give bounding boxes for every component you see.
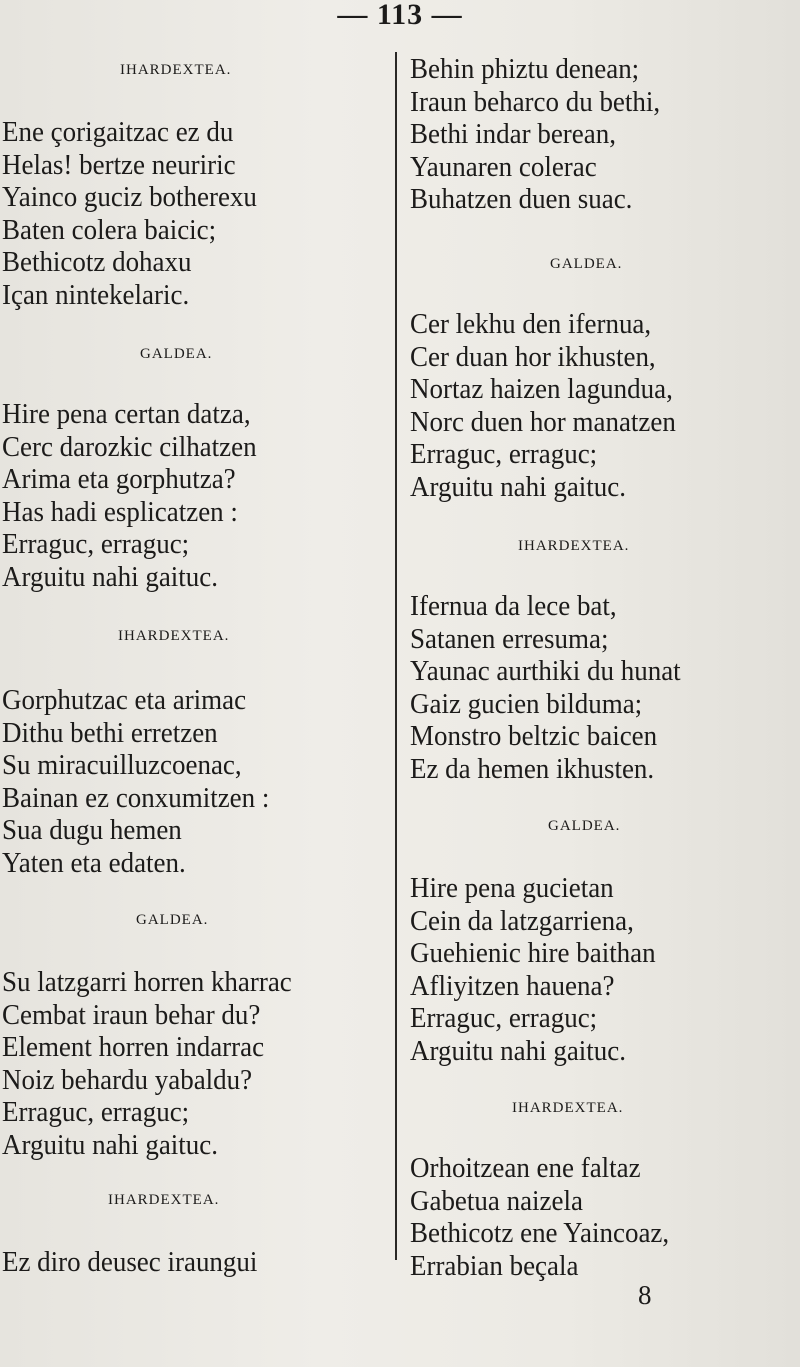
stanza (2, 1246, 277, 1279)
verse-line: Cembat iraun behar du? (2, 998, 261, 1031)
verse-line: Baten colera baicic; (2, 213, 217, 246)
verse-line: Orhoitzean ene faltaz (410, 1152, 641, 1184)
column-divider (395, 52, 397, 1260)
verse-line: Yaten eta edaten. (2, 846, 186, 879)
verse-line: Errabian beçala (410, 1249, 579, 1282)
verse-line: Ez da hemen ikhusten. (410, 752, 655, 785)
verse-line: Arguitu nahi gaituc. (2, 1128, 218, 1161)
verse-line: Monstro beltzic baicen (410, 720, 658, 752)
verse-line: Erraguc, erraguc; (410, 438, 598, 470)
stanza (410, 53, 679, 216)
stanza-heading: IHARDEXTEA. (118, 628, 230, 644)
verse-line: Sua dugu hemen (2, 814, 182, 846)
verse-line: Arima eta gorphutza? (2, 463, 236, 495)
verse-line: Arguitu nahi gaituc. (410, 1034, 626, 1067)
verse-line: Bainan ez conxumitzen : (2, 781, 270, 814)
verse-line: Hire pena certan datza, (2, 398, 251, 430)
verse-line: Gaiz gucien bilduma; (410, 687, 643, 720)
stanza-heading: GALDEA. (550, 256, 623, 272)
page-number: — 113 — (337, 0, 463, 31)
verse-line: Behin phiztu denean; (410, 53, 640, 85)
verse-line: Iraun beharco du bethi, (410, 85, 661, 118)
stanza (410, 872, 674, 1067)
verse-line: Yaunac aurthiki du hunat (410, 655, 681, 687)
verse-line: Element horren indarrac (2, 1031, 265, 1063)
stanza (410, 1152, 689, 1282)
verse-line: Bethi indar berean, (410, 118, 616, 150)
verse-line: Içan nintekelaric. (2, 278, 190, 311)
stanza-heading: GALDEA. (136, 912, 209, 928)
verse-line: Su latzgarri horren kharrac (2, 966, 292, 998)
verse-line: Cer lekhu den ifernua, (410, 308, 652, 340)
stanza (2, 116, 276, 311)
verse-line: Helas! bertze neuriric (2, 148, 236, 181)
verse-line: Su miracuilluzcoenac, (2, 749, 242, 781)
verse-line: Bethicotz ene Yaincoaz, (410, 1217, 670, 1249)
verse-line: Noiz behardu yabaldu? (2, 1063, 253, 1096)
verse-line: Erraguc, erraguc; (2, 528, 190, 560)
stanza (2, 966, 314, 1161)
stanza-heading: IHARDEXTEA. (512, 1100, 624, 1116)
verse-line: Dithu bethi erretzen (2, 716, 218, 749)
verse-line: Erraguc, erraguc; (410, 1002, 598, 1034)
verse-line: Arguitu nahi gaituc. (410, 470, 626, 503)
verse-line: Erraguc, erraguc; (2, 1096, 190, 1128)
verse-line: Ez diro deusec iraungui (2, 1246, 258, 1278)
verse-line: Has hadi esplicatzen : (2, 495, 238, 528)
stanza (2, 398, 276, 593)
verse-line: Nortaz haizen lagundua, (410, 373, 673, 405)
verse-line: Norc duen hor manatzen (410, 405, 676, 438)
stanza-heading: GALDEA. (548, 818, 621, 834)
verse-line: Buhatzen duen suac. (410, 183, 633, 215)
verse-line: Afliyitzen hauena? (410, 969, 615, 1002)
stanza (2, 684, 289, 879)
verse-line: Arguitu nahi gaituc. (2, 560, 218, 593)
verse-line: Hire pena gucietan (410, 872, 614, 904)
verse-line: Yaunaren colerac (410, 150, 597, 183)
stanza-heading: GALDEA. (140, 346, 213, 362)
verse-line: Satanen erresuma; (410, 622, 609, 655)
stanza-heading: IHARDEXTEA. (518, 538, 630, 554)
verse-line: Ene çorigaitzac ez du (2, 116, 234, 148)
stanza (410, 590, 701, 785)
verse-line: Bethicotz dohaxu (2, 246, 192, 278)
verse-line: Gabetua naizela (410, 1184, 583, 1217)
stanza (410, 308, 696, 503)
verse-line: Cein da latzgarriena, (410, 904, 634, 937)
verse-line: Ifernua da lece bat, (410, 590, 617, 622)
verse-line: Cerc darozkic cilhatzen (2, 430, 257, 463)
signature-mark: 8 (638, 1280, 652, 1310)
verse-line: Gorphutzac eta arimac (2, 684, 247, 716)
stanza-heading: IHARDEXTEA. (108, 1192, 220, 1208)
stanza-heading: IHARDEXTEA. (120, 62, 232, 78)
verse-line: Yainco guciz botherexu (2, 181, 257, 213)
verse-line: Cer duan hor ikhusten, (410, 340, 656, 373)
verse-line: Guehienic hire baithan (410, 937, 656, 969)
